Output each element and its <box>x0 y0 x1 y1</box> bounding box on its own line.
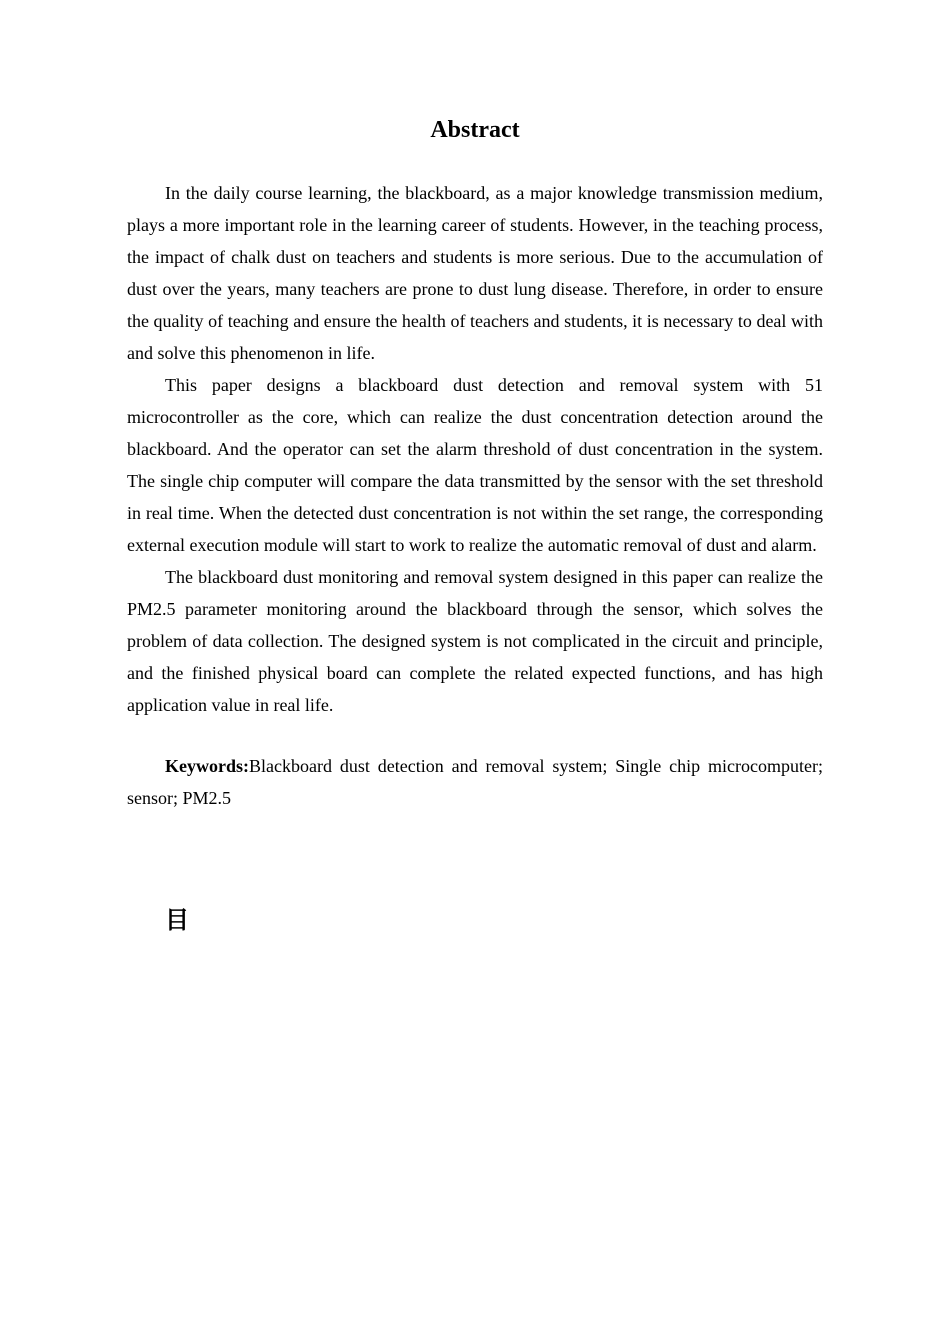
abstract-paragraph-3: The blackboard dust monitoring and removal system designed in this paper can realize the PM2.5 parameter monitoring around the blackboard through the sensor, which solves the problem of data collection. The designed system is not complicated in the circuit and principle, and the finished physical board can complete the related expected functions, and has high application value in real life. <box>127 567 823 715</box>
keywords-line <box>127 750 823 814</box>
abstract-paragraph-2: This paper designs a blackboard dust detection and removal system with 51 microcontroller as the core, which can realize the dust concentration detection around the blackboard. And the operator can set the alarm threshold of dust concentration in the system. The single chip computer will compare the data transmitted by the sensor with the set threshold in real time. When the detected dust concentration is not within the set range, the corresponding external execution module will start to work to realize the automatic removal of dust and alarm. <box>127 375 823 555</box>
abstract-body <box>127 177 823 814</box>
toc-heading-glyph: 目 <box>165 906 189 934</box>
keywords-text: Blackboard dust detection and removal system; Single chip microcomputer; sensor; PM2.5 <box>127 756 823 808</box>
keywords-label: Keywords: <box>165 756 249 776</box>
abstract-paragraph-1: In the daily course learning, the blackboard, as a major knowledge transmission medium, plays a more important role in the learning career of students. However, in the teaching process, the impact of chalk dust on teachers and students is more serious. Due to the accumulation of dust over the years, many teachers are prone to dust lung disease. Therefore, in order to ensure the quality of teaching and ensure the health of teachers and students, it is necessary to deal with and solve this phenomenon in life. <box>127 183 823 363</box>
abstract-title: Abstract <box>430 117 520 143</box>
